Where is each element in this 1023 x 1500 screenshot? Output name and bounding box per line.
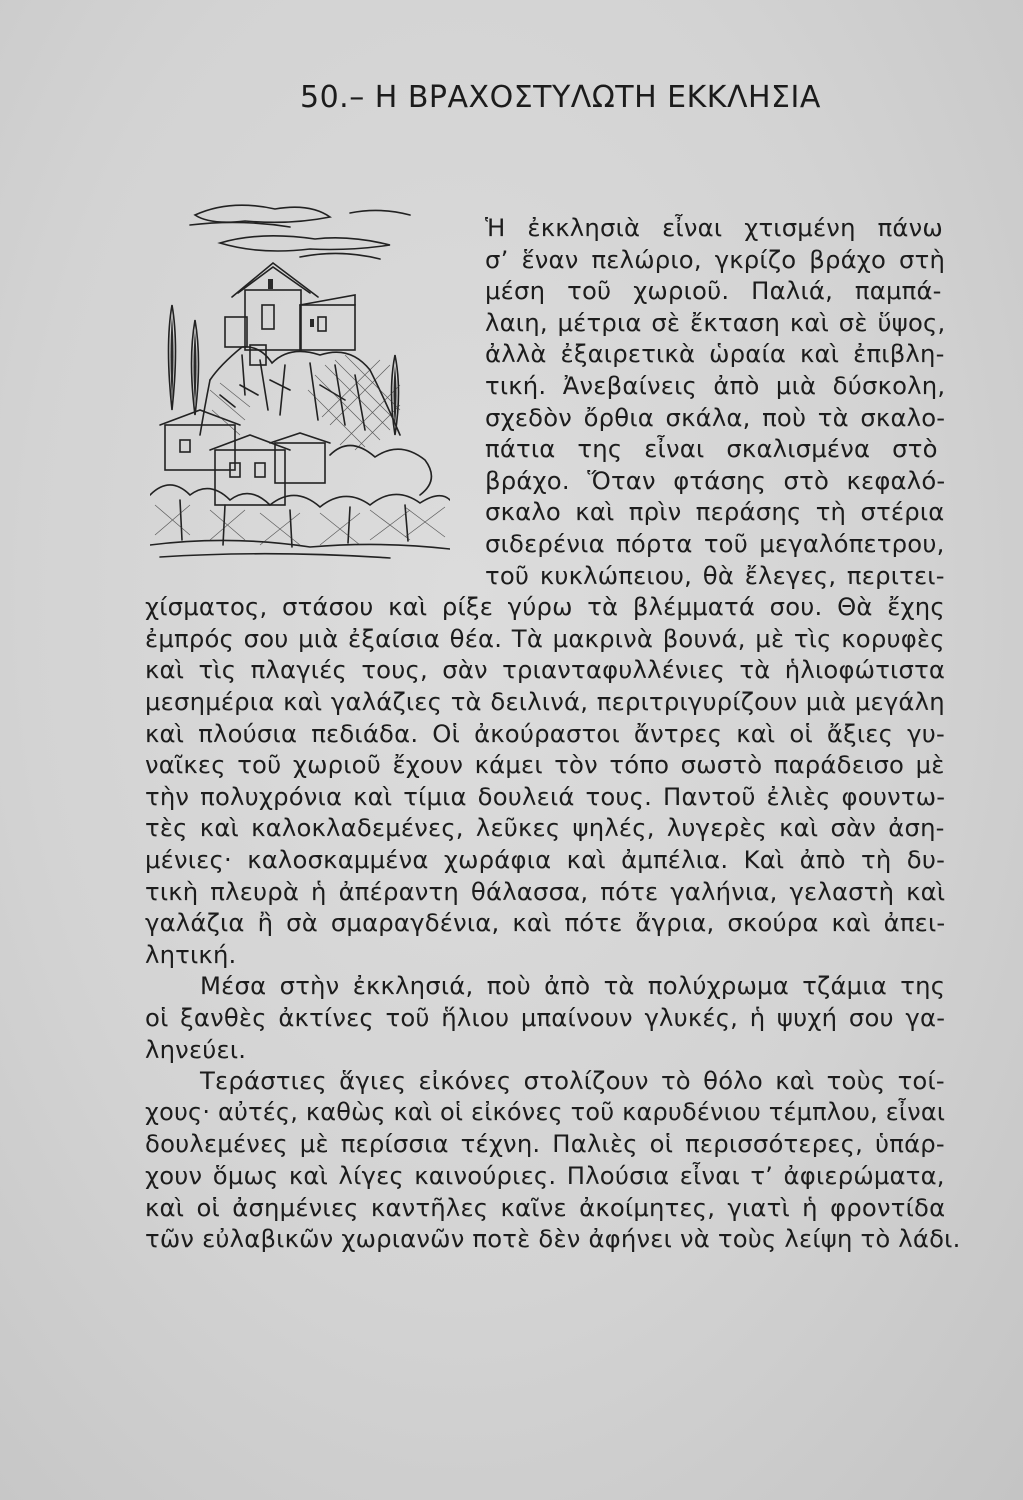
text-line: πάτια της εἶναι σκαλισμένα στὸ: [485, 434, 938, 464]
text-line: σ’ ἕναν πελώριο, γκρίζο βράχο στὴ: [485, 244, 946, 274]
text-line: δουλεμένες μὲ περίσσια τέχνη. Παλιὲς οἱ περισσότερες, ὑπάρ-: [145, 1129, 945, 1159]
text-line: χουν ὅμως καὶ λίγες καινούριες. Πλούσια εἶναι τ’ ἀφιερώματα,: [145, 1161, 945, 1190]
text-line: τῶν εὐλαβικῶν χωριανῶν ποτὲ δὲν ἀφήνει νὰ τοὺς λείψη τὸ λάδι.: [145, 1224, 961, 1254]
text-line: ναῖκες τοῦ χωριοῦ ἔχουν κάμει τὸν τόπο σωστὸ παράδεισο μὲ: [145, 750, 945, 780]
text-line: τὴν πολυχρόνια καὶ τίμια δουλειά τους. Παντοῦ ἐλιὲς φουντω-: [145, 781, 946, 811]
page-title: 50.– Η ΒΡΑΧΟΣΤΥΛΩΤΗ ΕΚΚΛΗΣΙΑ: [300, 80, 821, 115]
text-line: σκαλο καὶ πρὶν περάσης τὴ στέρια: [485, 497, 945, 527]
text-line: μεσημέρια καὶ γαλάζιες τὰ δειλινά, περιτριγυρίζουν μιὰ μεγάλη: [145, 687, 945, 716]
text-line: σχεδὸν ὄρθια σκάλα, ποὺ τὰ σκαλο-: [485, 402, 946, 432]
text-line: ἐμπρός σου μιὰ ἐξαίσια θέα. Τὰ μακρινὰ βουνά, μὲ τὶς κορυφὲς: [145, 623, 945, 653]
text-line: βράχο. Ὅταν φτάσης στὸ κεφαλό-: [485, 465, 946, 495]
text-line: τική. Ἀνεβαίνεις ἀπὸ μιὰ δύσκολη,: [485, 371, 946, 400]
text-line: μέση τοῦ χωριοῦ. Παλιά, παμπά-: [485, 276, 942, 306]
text-line: καὶ οἱ ἀσημένιες καντῆλες καῖνε ἀκοίμητες, γιατὶ ἡ φροντίδα: [145, 1192, 946, 1222]
text-line: τικὴ πλευρὰ ἡ ἀπέραντη θάλασσα, πότε γαλήνια, γελαστὴ καὶ: [145, 876, 946, 906]
text-line: ληνεύει.: [145, 1034, 247, 1064]
text-line: τοῦ κυκλώπειου, θὰ ἔλεγες, περιτει-: [485, 560, 945, 590]
text-line: μένιες· καλοσκαμμένα χωράφια καὶ ἀμπέλια. Καὶ ἀπὸ τὴ δυ-: [145, 845, 946, 874]
text-line: λητική.: [145, 939, 237, 969]
text-line: χίσματος, στάσου καὶ ρίξε γύρω τὰ βλέμματά σου. Θὰ ἔχης: [145, 592, 945, 622]
text-line: Τεράστιες ἅγιες εἰκόνες στολίζουν τὸ θόλο καὶ τοὺς τοί-: [200, 1066, 945, 1096]
text-line: χους· αὐτές, καθὼς καὶ οἱ εἰκόνες τοῦ καρυδένιου τέμπλου, εἶναι: [145, 1097, 946, 1126]
text-line: λαιη, μέτρια σὲ ἔκταση καὶ σὲ ὕψος,: [485, 307, 946, 337]
text-line: καὶ πλούσια πεδιάδα. Οἱ ἀκούραστοι ἄντρες καὶ οἱ ἄξιες γυ-: [145, 718, 945, 748]
text-line: οἱ ξανθὲς ἀκτίνες τοῦ ἥλιου μπαίνουν γλυκές, ἡ ψυχή σου γα-: [145, 1003, 946, 1032]
text-line: καὶ τὶς πλαγιές τους, σὰν τριανταφυλλένιες τὰ ἡλιοφώτιστα: [145, 655, 946, 685]
text-line: γαλάζια ἢ σὰ σμαραγδένια, καὶ πότε ἄγρια, σκούρα καὶ ἀπει-: [145, 908, 946, 938]
text-line: ἀλλὰ ἐξαιρετικὰ ὡραία καὶ ἐπιβλη-: [485, 339, 945, 369]
text-line: σιδερένια πόρτα τοῦ μεγαλόπετρου,: [485, 529, 945, 558]
text-line: τὲς καὶ καλοκλαδεμένες, λεῦκες ψηλές, λυγερὲς καὶ σὰν ἀση-: [145, 813, 945, 843]
text-line: Μέσα στὴν ἐκκλησιά, ποὺ ἀπὸ τὰ πολύχρωμα τζάμια της: [200, 971, 946, 1001]
church-on-rock-illustration: [150, 195, 450, 560]
text-line: Ἡ ἐκκλησιὰ εἶναι χτισμένη πάνω: [485, 213, 943, 242]
